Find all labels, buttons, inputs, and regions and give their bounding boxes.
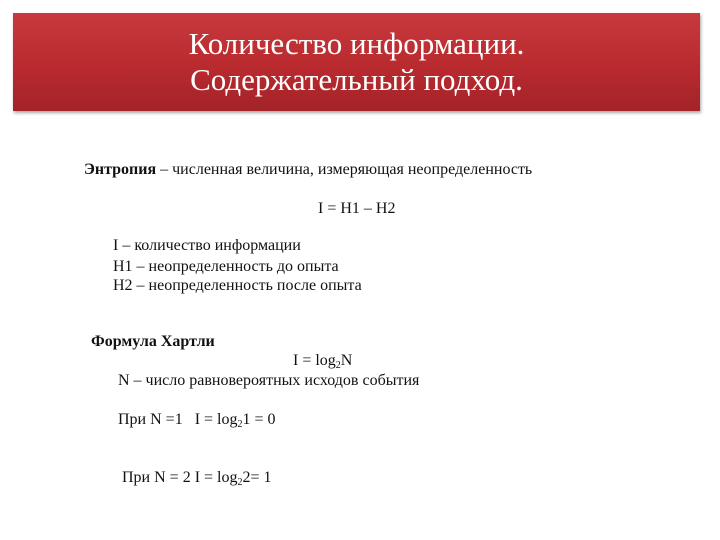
entropy-definition-text: – численная величина, измеряющая неопределенность [156, 161, 533, 178]
entropy-definition [84, 161, 532, 179]
example-n-2: При N = 2 $I = \log_22= 1$ [122, 469, 272, 488]
slide-title-line-1: Количество информации. [188, 26, 525, 61]
example-n-1: При N =1 $I = \log_21 = 0$ [118, 411, 276, 430]
slide-title [13, 13, 700, 111]
legend-item-h2: H2 – неопределенность после опыта [113, 277, 362, 294]
hartley-formula: $I = \log_2N$ [293, 352, 353, 371]
slide-title-line-2: Содержательный подход. [190, 62, 523, 97]
legend-item-i: I – количество информации [113, 237, 301, 254]
entropy-formula: I = H1 – H2 [318, 200, 396, 217]
entropy-term: Энтропия [84, 161, 157, 178]
hartley-heading: Формула Хартли [91, 333, 215, 350]
hartley-legend: N – число равновероятных исходов события [118, 372, 420, 389]
legend-item-h1: H1 – неопределенность до опыта [113, 258, 339, 275]
